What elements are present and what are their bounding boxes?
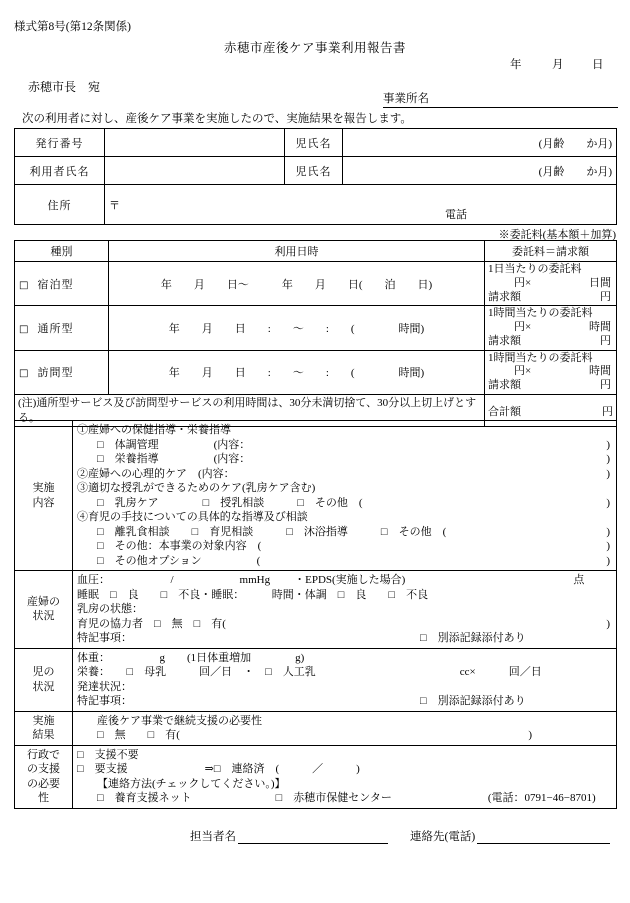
child-age-note-1[interactable]: (月齢 か月): [343, 129, 617, 157]
child-attachment-checkbox[interactable]: □ 別添記録添付あり: [420, 695, 526, 708]
content-item3-options[interactable]: [77, 496, 612, 511]
date-day-label: 日: [592, 59, 604, 71]
homevisit-type-cell[interactable]: [15, 350, 109, 394]
mother-sleep-line[interactable]: 睡眠 □ 良 □ 不良・睡眠： 時間・体調 □ 良 □ 不良: [77, 588, 429, 601]
admin-contact-options-line[interactable]: [77, 791, 612, 806]
table-row: [15, 129, 617, 157]
checkbox-overnight[interactable]: □: [19, 279, 30, 291]
table-row-overnight: [15, 262, 617, 306]
fee-note: ※委託料(基本額＋加算): [498, 229, 616, 241]
contact-phone-input[interactable]: [477, 830, 610, 844]
result-choice-text: □ 無 □ 有(: [97, 729, 180, 742]
table-row-content: [15, 421, 617, 571]
homevisit-fee-cell[interactable]: [485, 350, 617, 394]
admin-option-nurture-net[interactable]: □ 養育支援ネット: [97, 792, 192, 805]
content-item4-options-text: □ 離乳食相談 □ 育児相談 □ 沐浴指導 □ その他 (: [97, 525, 447, 538]
overnight-claim-label: 請求額: [488, 290, 521, 303]
mother-helper-text: 育児の協力者 □ 無 □ 有(: [77, 617, 226, 630]
content-item2-text: ②産婦への心理的ケア (内容：: [77, 467, 235, 480]
column-header-datetime: 利用日時: [109, 241, 485, 262]
child-formula-amount: cc× 回／日: [459, 666, 542, 679]
postal-mark-icon: 〒: [109, 199, 120, 212]
homevisit-claim-unit: 円: [600, 379, 611, 391]
content-item1a-text: □ 体調管理 (内容：: [97, 438, 251, 451]
mother-remarks-line[interactable]: [77, 631, 612, 646]
child-label-line2: 状況: [32, 680, 55, 693]
mother-bp-line[interactable]: [77, 573, 612, 588]
mother-label-line2: 状況: [32, 610, 55, 623]
child-weight-line[interactable]: 体重： g (1日体重増加 g): [77, 651, 305, 664]
result-section-label: [15, 711, 73, 745]
child-age-note-2[interactable]: (月齢 か月): [343, 157, 617, 185]
admin-section-body: [73, 745, 617, 808]
content-item1a[interactable]: [77, 438, 612, 453]
admin-contact-method-heading: 【連絡方法(チェックしてください。)】: [97, 777, 286, 790]
mother-section-body: [73, 571, 617, 649]
staff-name-input[interactable]: [238, 830, 388, 844]
admin-option-health-center[interactable]: □ 赤穂市保健センター: [275, 792, 392, 805]
column-header-type: 種別: [15, 241, 109, 262]
daycare-claim-label: 請求額: [488, 334, 521, 347]
admin-section-label: [15, 745, 73, 808]
usage-table: [14, 240, 616, 427]
child-section-label: [15, 648, 73, 711]
admin-health-center-phone: (電話：0791−46−8701): [487, 792, 596, 805]
table-row-mother: [15, 571, 617, 649]
admin-no-support-line[interactable]: □ 支援不要: [77, 748, 139, 761]
content-item2[interactable]: [77, 467, 612, 482]
admin-label-line3: の必要: [27, 777, 60, 790]
address-label: 住所: [15, 185, 105, 225]
result-choice-line[interactable]: [77, 728, 612, 743]
child-label-line1: 児の: [32, 666, 55, 679]
column-header-fee: 委託料＝請求額: [485, 241, 617, 262]
issue-number-input[interactable]: [105, 129, 285, 157]
daycare-type-cell[interactable]: [15, 306, 109, 350]
table-row-daycare: [15, 306, 617, 350]
checkbox-homevisit[interactable]: □: [19, 368, 30, 380]
content-label-line1: 実施: [32, 482, 55, 495]
admin-label-line1: 行政で: [27, 748, 60, 761]
mother-epds-label: ・EPDS(実施した場合): [294, 574, 406, 587]
content-item2-paren: ): [606, 467, 610, 480]
content-item4-other1[interactable]: [77, 539, 612, 554]
daycare-type-label: 通所型: [37, 322, 74, 335]
usage-note: (注)通所型サービス及び訪問型サービスの利用時間は、30分未満切捨て、30分以上切上げとする。: [15, 394, 485, 427]
content-item4-other2-paren: ): [606, 554, 610, 567]
child-nutrition-line[interactable]: [77, 665, 612, 680]
table-row: [15, 185, 617, 225]
contact-phone-label: 連絡先(電話): [410, 831, 476, 843]
child-development-line[interactable]: 発達状況：: [77, 680, 132, 693]
admin-label-line4: 性: [38, 792, 49, 805]
checkbox-daycare[interactable]: □: [19, 323, 30, 335]
mother-remarks-label: 特記事項：: [77, 632, 132, 645]
admin-need-support-line[interactable]: □ 要支援 ⇒□ 連絡済 ( ／ ): [77, 763, 360, 776]
date-line: [510, 56, 604, 72]
basic-info-table: [14, 128, 616, 225]
mother-epds-unit: 点: [573, 574, 585, 587]
form-code: 様式第8号(第12条関係): [14, 21, 131, 33]
table-row: [15, 157, 617, 185]
homevisit-type-label: 訪問型: [37, 367, 74, 380]
overnight-fee-unit: 円×: [514, 276, 532, 289]
child-name-label-2: 児氏名: [285, 157, 343, 185]
homevisit-claim-label: 請求額: [488, 379, 521, 391]
total-label: 合計額: [488, 405, 521, 418]
child-remarks-label: 特記事項：: [77, 695, 132, 708]
daycare-fee-rate-label: 1時間当たりの委託料: [488, 307, 593, 320]
addressee: 赤穂市長 宛: [28, 80, 101, 94]
daycare-fee-count-label: 時間: [589, 321, 611, 333]
daycare-fee-unit: 円×: [514, 321, 532, 333]
mother-label-line1: 産婦の: [27, 595, 60, 608]
result-choice-paren: ): [528, 729, 532, 742]
content-item3-paren: ): [606, 496, 610, 509]
date-year-label: 年: [510, 59, 522, 71]
overnight-fee-count-label: 日間: [589, 276, 611, 289]
content-item4-paren: ): [606, 525, 610, 538]
child-section-body: [73, 648, 617, 711]
usage-table-header-row: [15, 241, 617, 262]
child-name-label-1: 児氏名: [285, 129, 343, 157]
result-label-line2: 結果: [32, 729, 55, 742]
content-section-body: [73, 421, 617, 571]
content-item1a-paren: ): [606, 438, 610, 451]
content-item1b-text: □ 栄養指導 (内容：: [97, 453, 251, 466]
content-item4-other2-text: □ その他オプション (: [97, 554, 261, 567]
content-item4-other1-paren: ): [606, 540, 610, 553]
overnight-fee-cell[interactable]: [485, 262, 617, 306]
mother-helper-line[interactable]: [77, 617, 612, 632]
content-item4-other1-text: □ その他：本事業の対象内容 (: [97, 540, 262, 553]
homevisit-fee-rate-label: 1時間当たりの委託料: [488, 351, 593, 364]
daycare-fee-cell[interactable]: [485, 306, 617, 350]
intro-statement: 次の利用者に対し、産後ケア事業を実施したので、実施結果を報告します。: [22, 113, 412, 125]
content-item1-heading: ①産婦への保健指導・栄養指導: [77, 424, 231, 436]
content-item3-options-text: □ 乳房ケア □ 授乳相談 □ その他 (: [97, 496, 363, 509]
mother-breast-line[interactable]: 乳房の状態：: [77, 603, 143, 616]
content-item3-heading: ③適切な授乳ができるためのケア(乳房ケア含む): [77, 482, 316, 495]
mother-bp-text: 血圧： / mmHg: [77, 574, 271, 587]
homevisit-datetime-input[interactable]: 年 月 日 : 〜 : ( 時間): [109, 350, 485, 394]
overnight-type-label: 宿泊型: [37, 278, 74, 291]
overnight-claim-unit: 円: [600, 290, 611, 303]
result-label-line1: 実施: [32, 714, 55, 727]
content-label-line2: 内容: [32, 496, 55, 509]
content-item4-heading: ④育児の手技についての具体的な指導及び相談: [77, 511, 308, 524]
table-row-admin: [15, 745, 617, 808]
content-item4-options[interactable]: [77, 525, 612, 540]
total-unit: 円: [602, 405, 613, 418]
daycare-datetime-input[interactable]: 年 月 日 : 〜 : ( 時間): [109, 306, 485, 350]
daycare-claim-unit: 円: [600, 334, 611, 347]
issue-number-label: 発行番号: [15, 129, 105, 157]
overnight-fee-rate-label: 1日当たりの委託料: [488, 263, 582, 275]
page-title: 赤穂市産後ケア事業利用報告書: [223, 41, 406, 55]
child-remarks-line[interactable]: [77, 694, 612, 709]
result-need-line: 産後ケア事業で継続支援の必要性: [97, 714, 262, 727]
homevisit-fee-unit: 円×: [514, 365, 532, 378]
user-name-label: 利用者氏名: [15, 157, 105, 185]
table-row-result: [15, 711, 617, 745]
content-item1b-paren: ): [606, 453, 610, 466]
date-month-label: 月: [552, 59, 564, 71]
user-name-input[interactable]: [105, 157, 285, 185]
mother-section-label: [15, 571, 73, 649]
content-item1b[interactable]: [77, 452, 612, 467]
table-row-homevisit: [15, 350, 617, 394]
tel-label: 電話: [445, 209, 467, 221]
details-table: [14, 420, 616, 809]
admin-label-line2: の支援: [27, 763, 60, 776]
staff-name-label: 担当者名: [190, 831, 236, 843]
table-row-child: [15, 648, 617, 711]
content-item4-other2[interactable]: [77, 554, 612, 569]
result-section-body: [73, 711, 617, 745]
child-nutrition-text: 栄養： □ 母乳 回／日 ・ □ 人工乳: [77, 666, 316, 679]
footer: [190, 828, 610, 844]
address-input[interactable]: [105, 185, 617, 225]
overnight-datetime-input[interactable]: 年 月 日〜 年 月 日( 泊 日): [109, 262, 485, 306]
mother-helper-paren: ): [606, 617, 610, 630]
content-section-label: [15, 421, 73, 571]
overnight-type-cell[interactable]: [15, 262, 109, 306]
mother-attachment-checkbox[interactable]: □ 別添記録添付あり: [420, 632, 526, 645]
homevisit-fee-count-label: 時間: [589, 365, 611, 378]
office-name-field[interactable]: 事業所名: [383, 90, 618, 108]
